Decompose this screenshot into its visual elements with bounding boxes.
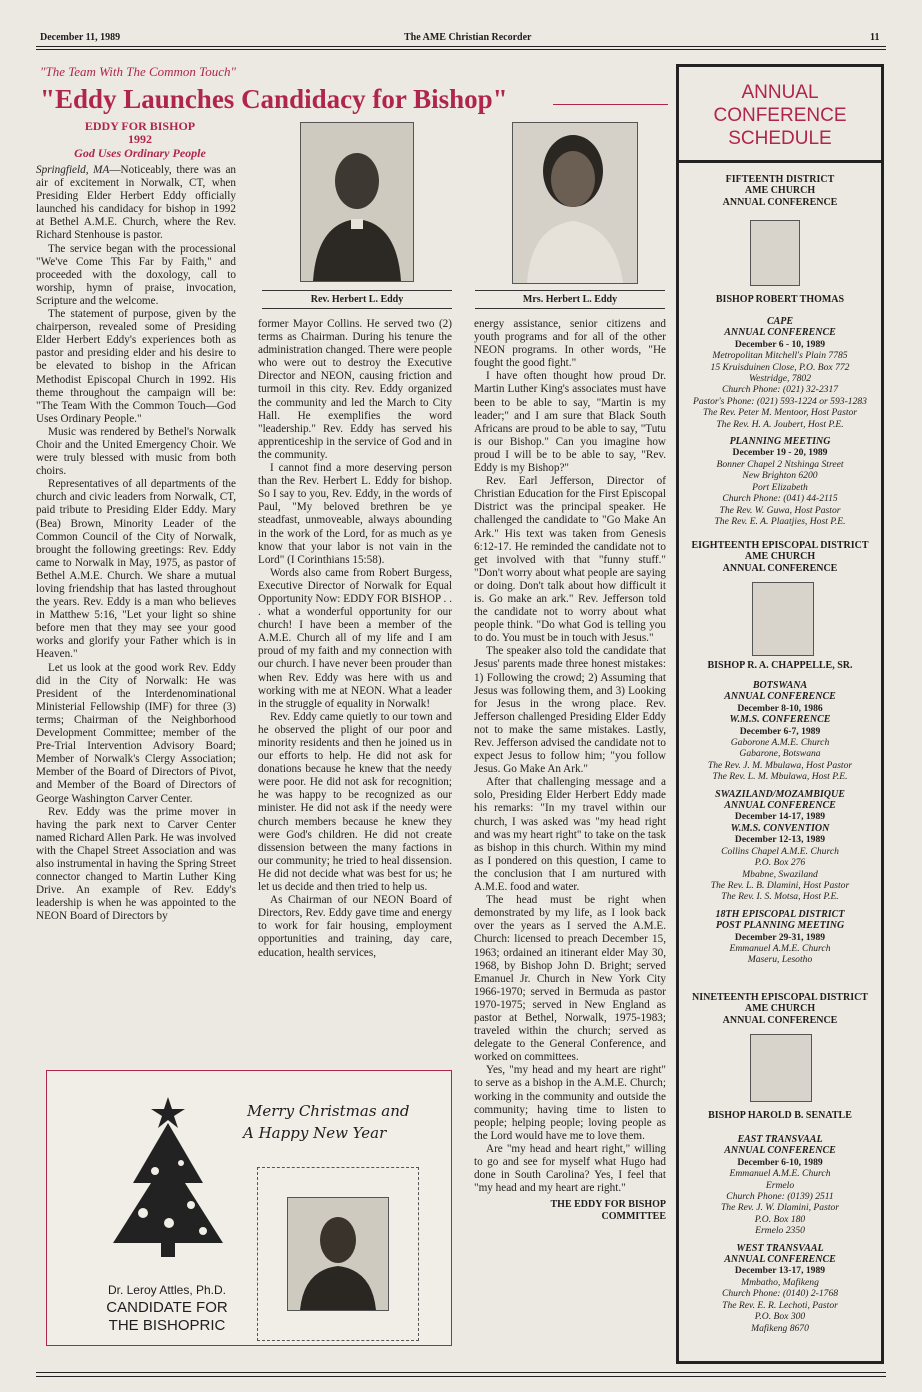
article-signoff: THE EDDY FOR BISHOP COMMITTEE (550, 1199, 666, 1223)
sidebar-title: ANNUAL CONFERENCE SCHEDULE (679, 67, 881, 163)
photo-caption-mrs-eddy: Mrs. Herbert L. Eddy (475, 290, 665, 309)
article-headline: "Eddy Launches Candidacy for Bishop" (40, 84, 508, 114)
bishop-thomas: BISHOP ROBERT THOMAS (715, 294, 845, 305)
botswana-conference: BOTSWANA ANNUAL CONFERENCE December 8-10, 1986 W.M.S. CONFERENCE December 6-7, 1989 Gaborone A.M.E. Church Gabarone, Botswana The Rev. J. M. Mbulawa, Host Pastor The Rev. L. M. Mbulawa, Host P.E. SWAZILAND/MOZAMBIQUE ANNUAL CONFERENCE December 14-17, 1989 W.M.S. CONVENTION December 12-13, 1989 Collins Chapel A.M.E. Church P.O. Box 276 Mbabne, Swaziland The Rev. L. B. Dlamini, Host Pastor The Rev. I. S. Motsa, Host P.E. 18TH EPISCOPAL DISTRICT POST PLANNING MEETING December 29-31, 1989 Emmanuel A.M.E. Church Maseru, Lesotho (707, 680, 853, 966)
issue-date: December 11, 1989 (40, 32, 121, 43)
paragraph: Rev. Earl Jefferson, Director of Christian Education for the First Episcopal District was the principal speaker. He challenged the candidate to "Go Make An Ark." His text was taken from Genesis 6:12-17. He reminded the candidate not to get involved with that "funny stuff." "Don't worry about what people are saying or doing. Don't talk about how difficult it is. Go make an ark." Rev. Jefferson told the candidate not to worry about what people think. "Do what God is telling you to do. You must be in touch with Jesus." (474, 475, 666, 645)
header-rule (36, 46, 886, 47)
paragraph: Yes, "my head and my heart are right" to serve as a bishop in the A.M.E. Church; working in the community and outside the community; having time to listen to people; helping people; loving people as the Lord would have me to love them. (474, 1064, 666, 1142)
article-column-1 (36, 164, 236, 923)
paragraph: former Mayor Collins. He served two (2) terms as Chairman. During his tenure the administration changed. There were people who were out to destroy the Executive Director and NEON, causing friction and turmoil in this city. Rev. Eddy organized the community and led the March to City Hall. He exemplifies the word "leadership." Rev. Eddy has served his apprenticeship in the service of God and in the community. (258, 318, 452, 461)
portrait-icon (288, 1198, 388, 1310)
photo-rev-eddy (300, 122, 414, 282)
transvaal-conferences: EAST TRANSVAAL ANNUAL CONFERENCE December 6-10, 1989 Emmanuel A.M.E. Church Ermelo Church Phone: (0139) 2511 The Rev. J. W. Dlamini, Pastor P.O. Box 180 Ermelo 2350 WEST TRANSVAAL ANNUAL CONFERENCE December 13-17, 1989 Mmbatho, Mafikeng Church Phone: (0140) 2-1768 The Rev. E. R. Lechoti, Pastor P.O. Box 300 Mafikeng 8670 (720, 1134, 840, 1334)
paragraph: The speaker also told the candidate that Jesus' parents made three honest mistakes: 1) Following the crowd; 2) Assuming that Jesus was following them, and 3) Looking for Jesus in the wrong place. Rev. Jefferson challenged Presiding Elder Eddy not to make the same mistakes. Lastly, Rev. Jefferson advised the candidate not to expect Jesus to follow him; "you follow Jesus. Go Make An Ark." (474, 645, 666, 776)
christmas-tree-icon (93, 1083, 243, 1263)
bishop-senatle: BISHOP HAROLD B. SENATLE (708, 1110, 852, 1121)
subhead-line-3: God Uses Ordinary People (74, 146, 206, 160)
portrait-icon (513, 123, 637, 283)
paragraph: After that challenging message and a solo, Presiding Elder Herbert Eddy made his remarks: "In my travel within our church, I was asked was "my head right and was my heart right" to take on the task as bishop in this church. Within my mind as I pondered on this question, I came to the conclusion that I am nurtured with A.M.E. food and water. (474, 776, 666, 894)
paragraph: The head must be right when demonstrated by my life, as I look back over the years as I served the A.M.E. Church: licensed to preach December 15, 1963; ordained an itinerant elder May 30, 1968, by Bishop John D. Bright; served Emanuel Jr. Church in New York City 1966-1970; served in Bermuda as pastor 1970-1975; served in New England as pastor at Bethel, Norwalk, 1975-1983; traveled within the church; served as delegate to the General Conference, and worked on committees. (474, 894, 666, 1064)
ad-line-2: THE BISHOPRIC (108, 1317, 226, 1334)
paragraph: Representatives of all departments of the church and civic leaders from Norwalk, CT, paid tribute to Presiding Elder Eddy. Mary (Bea) Brown, Minority Leader of the Common Council of the City of Norwalk, brought the following greetings: Rev. Eddy came to Norwalk in May, 1975, as pastor of Bethel A.M.E. Church. We share a mutual loving friendship that has lasted throughout the years. Rev. Eddy is a man who believes in Matthew 5:16, "Let your light so shine before men that they may see your good works and glorify your Father which is in Heaven." (36, 478, 236, 661)
article-column-3 (474, 318, 666, 1223)
dateline: Springfield, MA (36, 164, 110, 176)
header-rule-2 (36, 49, 886, 50)
paragraph: The statement of purpose, given by the chairperson, revealed some of Presiding Elder Herbert Eddy's experiences both as pastor and presiding elder and his desire to be elevated to bishop in the African Methodist Episcopal Church in 1992. His theme throughout the campaign will be: "The Team With the Common Touch—God Uses Ordinary People." (36, 308, 236, 425)
greeting-line-1: Merry Christmas and (247, 1102, 410, 1120)
paragraph: energy assistance, senior citizens and youth programs and for all of the other NEON programs. In other words, "He fought the good fight." (474, 318, 666, 370)
article-column-2 (258, 318, 452, 960)
district-18-heading: EIGHTEENTH EPISCOPAL DISTRICT AME CHURCH ANNUAL CONFERENCE (691, 540, 869, 574)
photo-caption-rev-eddy: Rev. Herbert L. Eddy (262, 290, 452, 309)
paragraph: I have often thought how proud Dr. Martin Luther King's associates must have been to be able to say, "Martin is my leader;" and I am sure that Black South Africans are proud to be able to say, "Tutu is our Bishop." Can you imagine how proud I will be to be able to say, "Rev. Eddy is my Bishop?" (474, 370, 666, 475)
ad-line-1: CANDIDATE FOR (106, 1299, 228, 1316)
bishop-chappelle: BISHOP R. A. CHAPPELLE, SR. (707, 660, 853, 671)
bishop-chappelle-photo (752, 582, 814, 656)
publication-name: The AME Christian Recorder (404, 32, 532, 43)
paragraph: As Chairman of our NEON Board of Directors, Rev. Eddy gave time and energy to work for fair housing, employment opportunities and training, day care, education, health services, (258, 894, 452, 959)
cape-conference: CAPE ANNUAL CONFERENCE December 6 - 10, 1989 Metropolitan Mitchell's Plain 7785 15 Kruisduinen Close, P.O. Box 772 Westridge, 7802 Church Phone: (021) 32-2317 Pastor's Phone: (021) 593-1224 or 593-1283 The Rev. Peter M. Mentoor, Host Pastor The Rev. H. A. Joubert, Host P.E. PLANNING MEETING December 19 - 20, 1989 Bonner Chapel 2 Ntshinga Street New Brighton 6200 Port Elizabeth Church Phone: (041) 44-2115 The Rev. W. Guwa, Host Pastor The Rev. E. A. Plaatjies, Host P.E. (693, 316, 867, 527)
portrait-icon (301, 123, 413, 281)
paragraph: Springfield, MA—Noticeably, there was an air of excitement in Norwalk, CT, when Presiding Elder Herbert Eddy officially launched his candidacy for bishop in 1992 at Bethel A.M.E. Church, where the Rev. Richard Stenhouse is pastor. (36, 164, 237, 242)
paragraph: Are "my head and heart right," willing to go and see for myself what Hugo had done in South Carolina? Yes, I feel that "my head and my heart are right." (474, 1142, 666, 1195)
bishop-senatle-photo (750, 1034, 812, 1102)
paragraph: I cannot find a more deserving person than the Rev. Herbert L. Eddy for bishop. So I say to you, Rev. Eddy, in the words of Paul, "My beloved brethren be ye steadfast, unmoveable, always abounding in the work of the Lord, for as much as ye know that your labor is not vain in the Lord" (I Corinthians 15:58). (258, 462, 452, 566)
district-15-heading: FIFTEENTH DISTRICT AME CHURCH ANNUAL CONFERENCE (722, 174, 838, 208)
greeting-line-2: A Happy New Year (243, 1124, 387, 1142)
bishop-thomas-photo (750, 220, 800, 286)
paragraph: Words also came from Robert Burgess, Executive Director of Norwalk for Equal Opportunity Now: EDDY FOR BISHOP . . . what a wonderful opportunity for our church! I have been a member of the A.M.E. Church all of my life and I am proud of my faith and my connection with our church. I have never been prouder than when Rev. Eddy was here with us and working with me at NEON. What a leader in the struggle of equality in Norwalk! (258, 566, 452, 710)
article-kicker: "The Team With The Common Touch" (40, 64, 236, 79)
subhead-line-2: 1992 (128, 132, 152, 146)
district-19-heading: NINETEENTH EPISCOPAL DISTRICT AME CHURCH ANNUAL CONFERENCE (692, 992, 868, 1026)
paragraph: Rev. Eddy was the prime mover in having the park next to Carver Center named Richard Allen Park. He was involved with the Chapel Street Association and was also instrumental in having the Spring Street connector changed to Martin Luther King Drive. An example of Rev. Eddy's leadership is when he was appointed to the NEON Board of Directors by (36, 805, 236, 923)
paragraph: Let us look at the good work Rev. Eddy did in the City of Norwalk: He was President of the Interdenominational Ministerial Fellowship (IMF) for three (3) terms; Chairman of the Neighborhood Development Committee; member of the Pre-Trial Intervention Advisory Board; Member of Norwalk's Clergy Association; Member of the Board of Directors of Pivot, and Member of the Board of Directors of George Washington Carver Center. (36, 661, 236, 805)
footer-rule (36, 1372, 886, 1373)
paragraph: The service began with the processional "We've Come This Far by Faith," and proceeded with the doxology, call to worship, hymn of praise, invocation, Scripture and the welcome. (36, 242, 236, 307)
subhead-line-1: EDDY FOR BISHOP (84, 119, 196, 133)
footer-rule-2 (36, 1376, 886, 1377)
photo-mrs-eddy (512, 122, 638, 284)
candidate-photo (287, 1197, 389, 1311)
christmas-ad (46, 1070, 452, 1346)
paragraph: Rev. Eddy came quietly to our town and he observed the plight of our poor and minority residents and then he joined us in our efforts to help. He did not ask for donations because he knew that the needy were poor. He did not ask for recognition; he was happy to be recognized as our minister. He did not ask if the needy were church members because he knew they were God's children. He did not create dissension between the many factions in our community; he tried to heal dissension. He did not decide what was best for us; he let us decide and then tried to help us. (258, 710, 452, 894)
candidate-name: Dr. Leroy Attles, Ph.D. (107, 1283, 227, 1297)
page-number: 11 (870, 32, 880, 43)
headline-rule (553, 104, 668, 105)
paragraph: Music was rendered by Bethel's Norwalk Choir and the United Emergency Choir. We were truly blessed with music from both choirs. (36, 425, 236, 478)
